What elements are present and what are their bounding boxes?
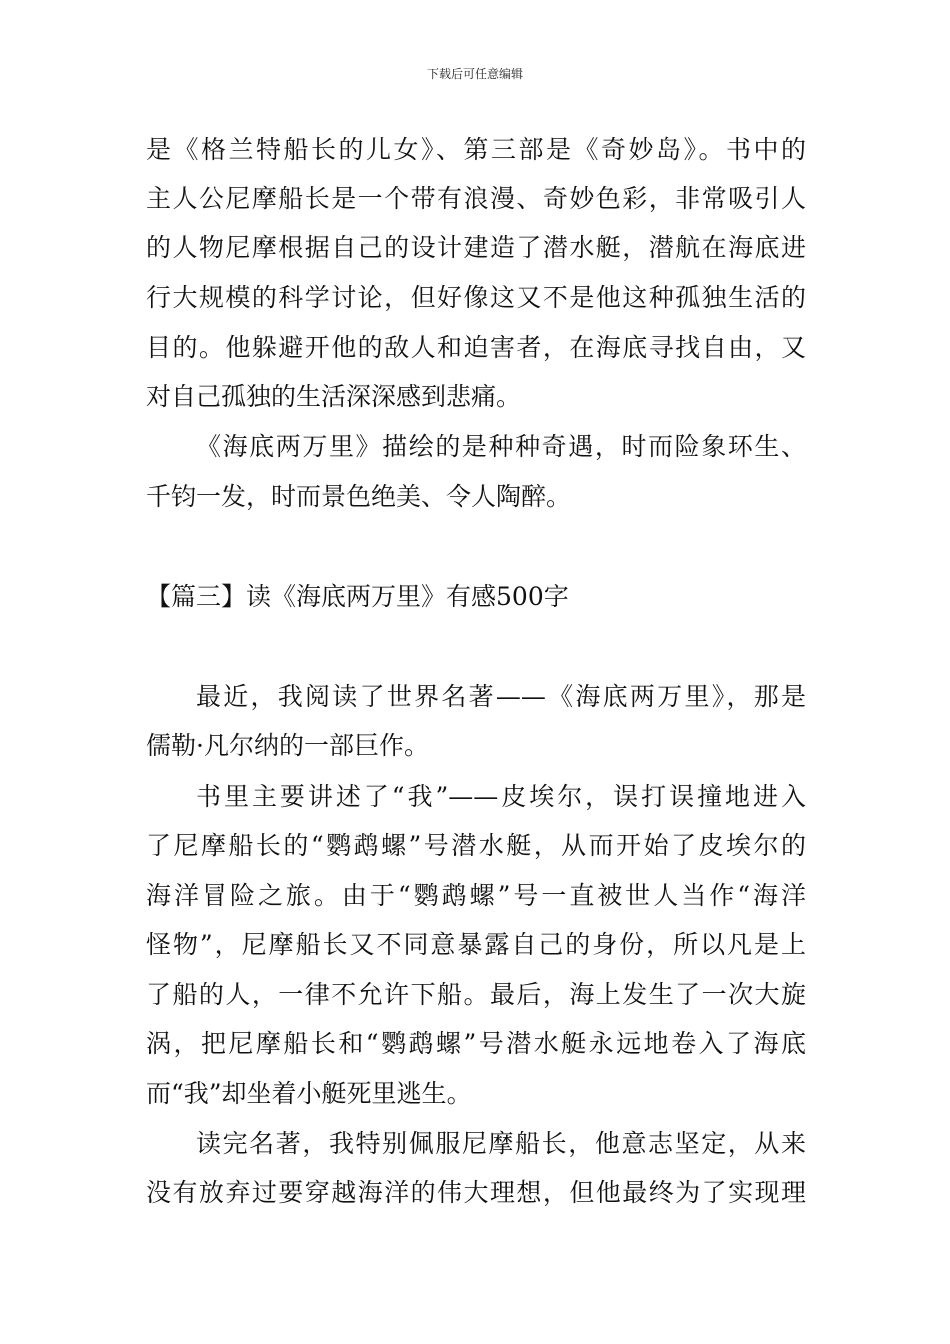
paragraph-5-line-1: 读完名著，我特别佩服尼摩船长，他意志坚定，从来 — [196, 1129, 806, 1158]
paragraph-1-line-6: 对自己孤独的生活深深感到悲痛。 — [146, 382, 522, 411]
paragraph-1-line-3: 的人物尼摩根据自己的设计建造了潜水艇，潜航在海底进 — [146, 233, 806, 262]
paragraph-4-line-6: 涡，把尼摩船长和“鹦鹉螺”号潜水艇永远地卷入了海底 — [146, 1029, 806, 1058]
paragraph-1-line-2: 主人公尼摩船长是一个带有浪漫、奇妙色彩，非常吸引人 — [146, 184, 806, 213]
paragraph-4-line-2: 了尼摩船长的“鹦鹉螺”号潜水艇，从而开始了皮埃尔的 — [146, 831, 806, 860]
paragraph-2-line-2: 千钧一发，时而景色绝美、令人陶醉。 — [146, 482, 572, 511]
paragraph-4-line-7: 而“我”却坐着小艇死里逃生。 — [146, 1079, 472, 1108]
paragraph-4-line-1: 书里主要讲述了“我”——皮埃尔，误打误撞地进入 — [196, 782, 806, 811]
paragraph-3-line-1: 最近，我阅读了世界名著——《海底两万里》，那是 — [196, 682, 806, 711]
paragraph-4-line-5: 了船的人，一律不允许下船。最后，海上发生了一次大旋 — [146, 980, 806, 1009]
paragraph-3-line-2: 儒勒·凡尔纳的一部巨作。 — [146, 731, 429, 760]
page-header: 下载后可任意编辑 — [426, 67, 523, 81]
section-heading: 【篇三】读《海底两万里》有感500字 — [146, 582, 569, 611]
paragraph-5-line-2: 没有放弃过要穿越海洋的伟大理想，但他最终为了实现理 — [146, 1178, 806, 1207]
paragraph-4-line-4: 怪物”，尼摩船长又不同意暴露自己的身份，所以凡是上 — [146, 930, 806, 959]
paragraph-1-line-5: 目的。他躲避开他的敌人和迫害者，在海底寻找自由，又 — [146, 333, 806, 362]
paragraph-1-line-1: 是《格兰特船长的儿女》、第三部是《奇妙岛》。书中的 — [146, 135, 806, 164]
paragraph-2-line-1: 《海底两万里》描绘的是种种奇遇，时而险象环生、 — [196, 432, 806, 461]
paragraph-1-line-4: 行大规模的科学讨论，但好像这又不是他这种孤独生活的 — [146, 283, 806, 312]
paragraph-4-line-3: 海洋冒险之旅。由于“鹦鹉螺”号一直被世人当作“海洋 — [146, 881, 806, 910]
